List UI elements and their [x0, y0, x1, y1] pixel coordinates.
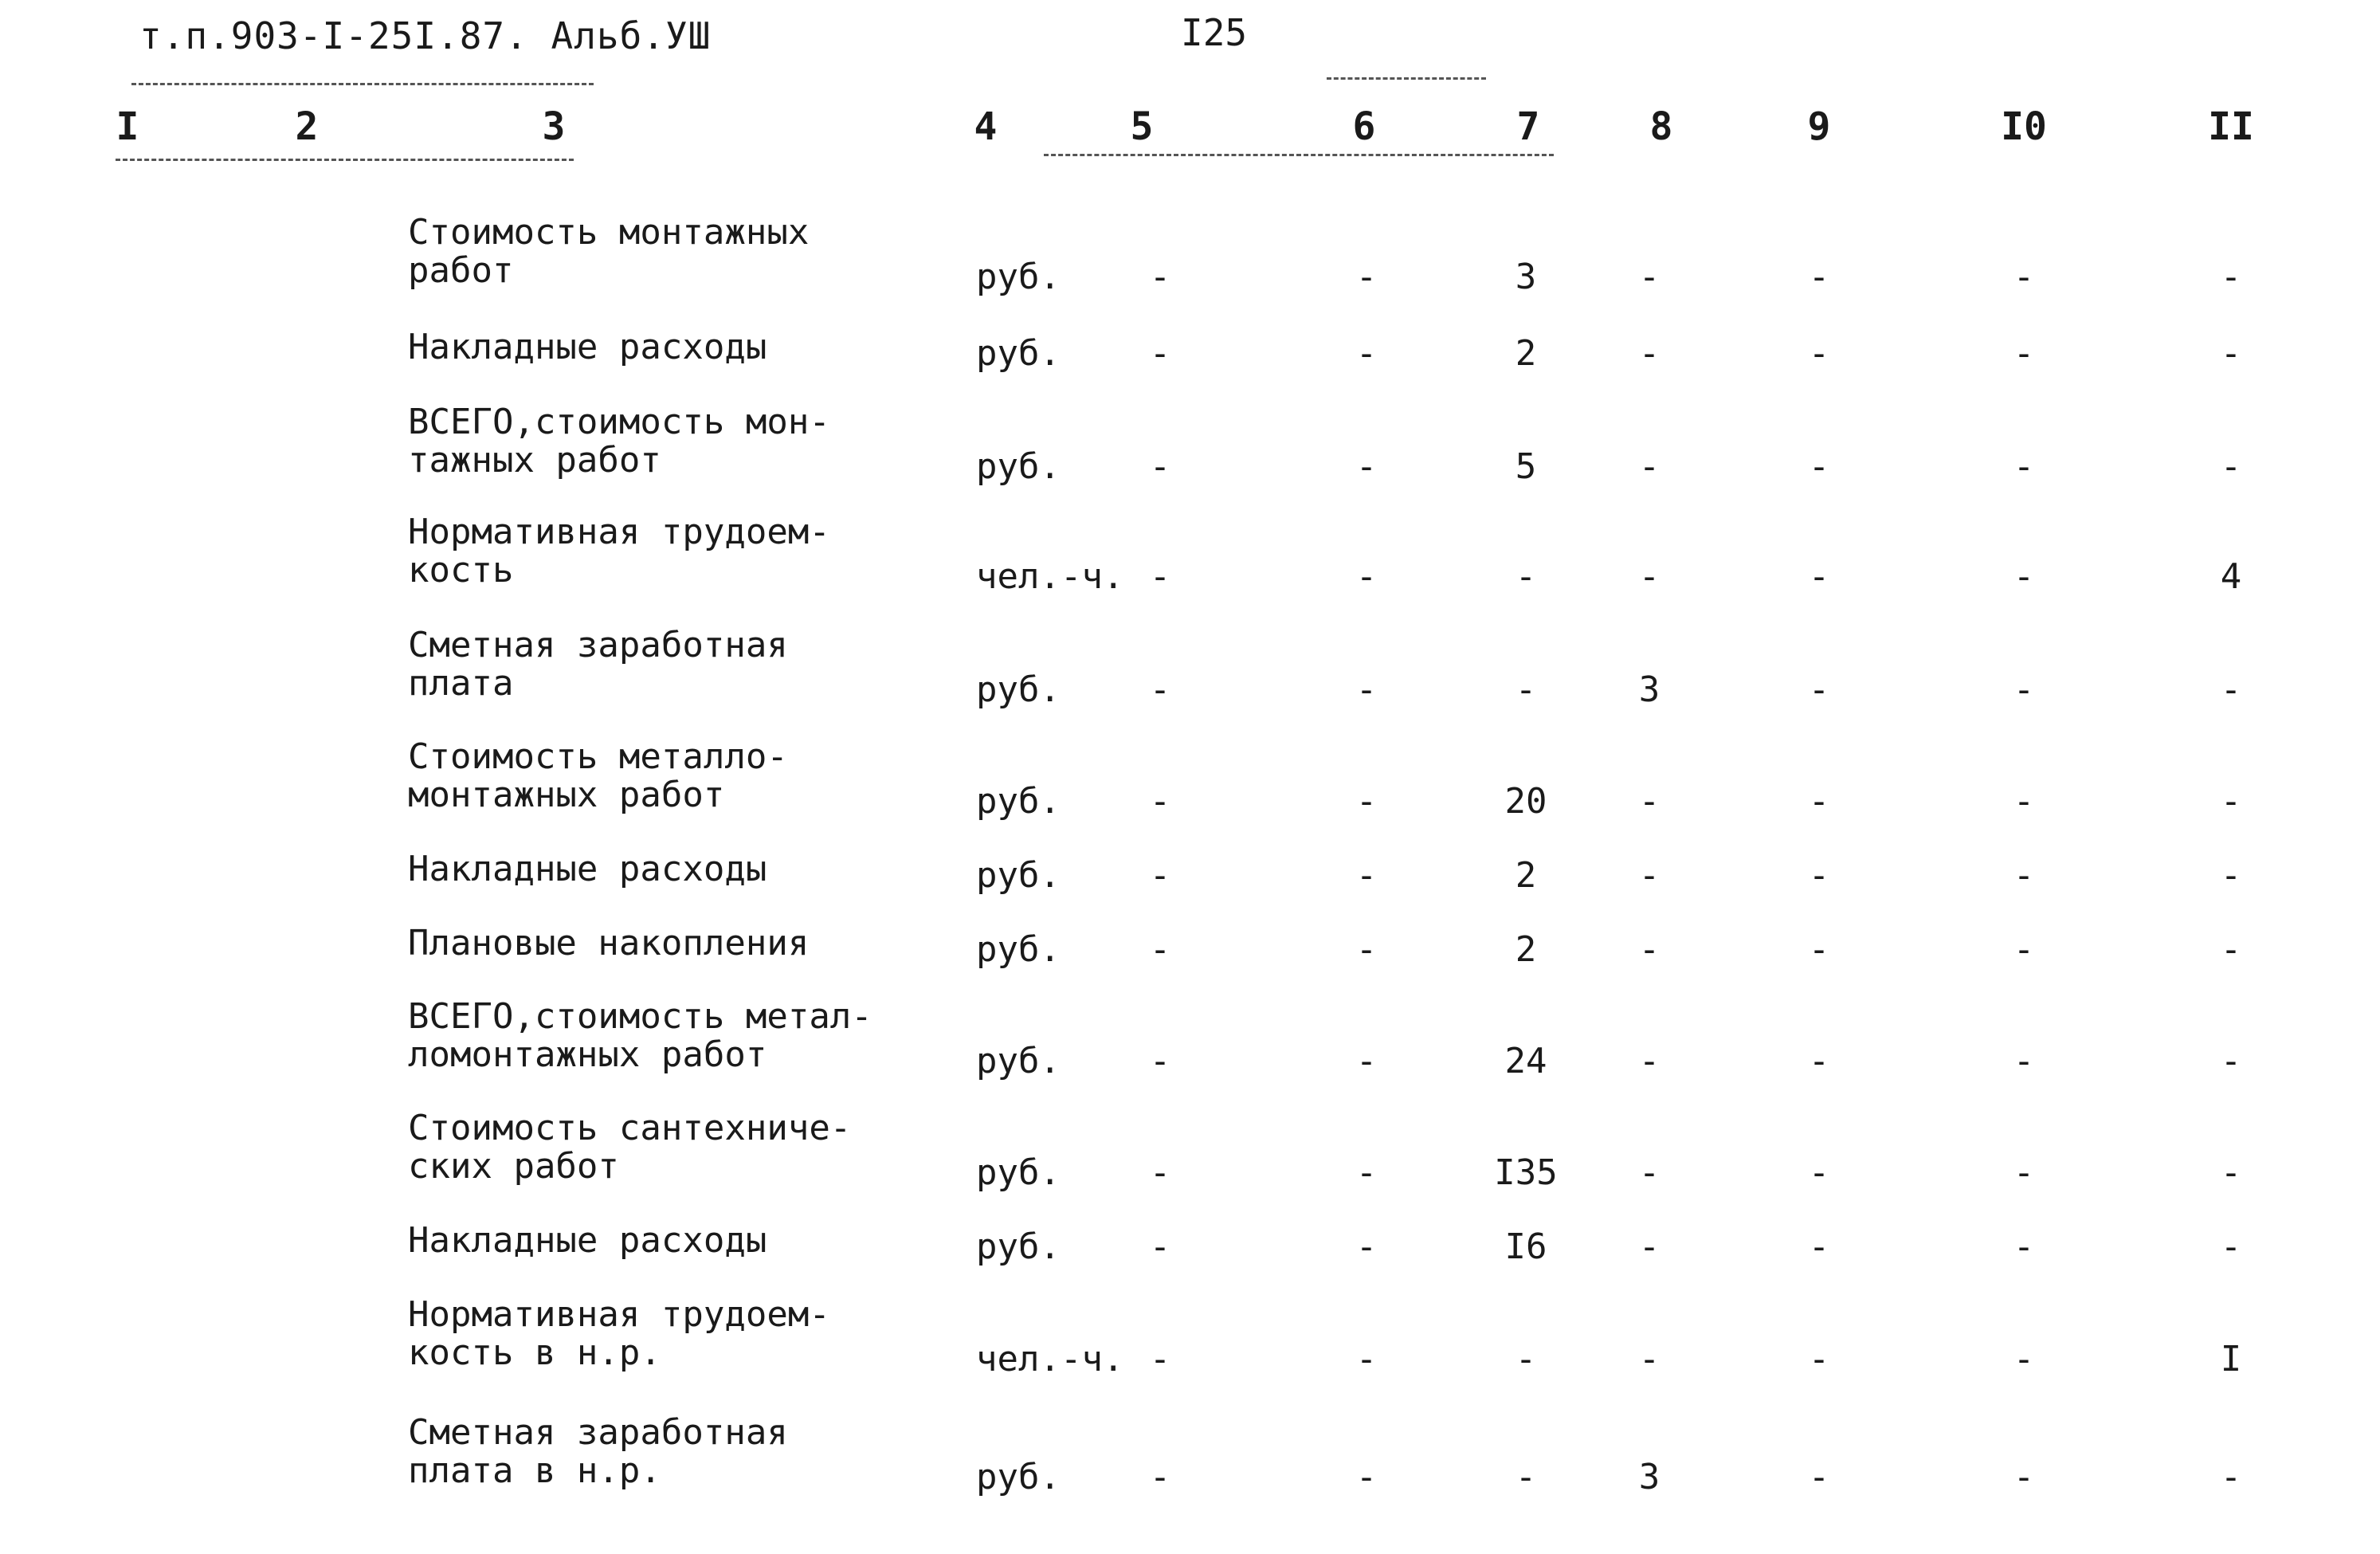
item-name-line1: Сметная заработная — [408, 625, 788, 665]
document-reference: т.п.903-I-25I.87. Альб.УШ — [139, 14, 712, 57]
value-cell-c6: - — [1355, 929, 1378, 970]
item-name-line2: кость в н.р. — [408, 1332, 661, 1373]
item-name-line2: ских работ — [408, 1146, 619, 1187]
value-cell-c8: - — [1638, 1339, 1661, 1379]
value-cell-c5: - — [1149, 669, 1171, 710]
column-number: 5 — [1130, 104, 1154, 149]
unit-cell: руб. — [976, 855, 1061, 896]
value-cell-c9: - — [1808, 556, 1830, 597]
value-cell-c8: - — [1638, 446, 1661, 487]
value-cell-c10: - — [2013, 333, 2035, 374]
value-cell-c7: - — [1515, 1339, 1537, 1379]
value-cell-c10: - — [2013, 1152, 2035, 1193]
value-cell-c10: - — [2013, 1226, 2035, 1267]
item-name-line1: Накладные расходы — [408, 1220, 767, 1261]
column-number: II — [2208, 104, 2254, 149]
value-cell-c8: - — [1638, 855, 1661, 896]
value-cell-c10: - — [2013, 1339, 2035, 1379]
value-cell-c11: - — [2220, 1152, 2242, 1193]
value-cell-c10: - — [2013, 556, 2035, 597]
value-cell-c8: 3 — [1638, 669, 1661, 710]
value-cell-c7: 24 — [1504, 1041, 1547, 1081]
value-cell-c9: - — [1808, 929, 1830, 970]
value-cell-c10: - — [2013, 855, 2035, 896]
value-cell-c11: - — [2220, 1041, 2242, 1081]
value-cell-c5: - — [1149, 1339, 1171, 1379]
value-cell-c9: - — [1808, 1339, 1830, 1379]
value-cell-c7: 3 — [1515, 257, 1537, 297]
value-cell-c5: - — [1149, 855, 1171, 896]
value-cell-c6: - — [1355, 1339, 1378, 1379]
value-cell-c5: - — [1149, 781, 1171, 822]
value-cell-c6: - — [1355, 669, 1378, 710]
value-cell-c5: - — [1149, 333, 1171, 374]
value-cell-c11: - — [2220, 257, 2242, 297]
item-name-line2: кость — [408, 550, 514, 591]
column-number: 4 — [974, 104, 998, 149]
value-cell-c6: - — [1355, 1152, 1378, 1193]
value-cell-c9: - — [1808, 781, 1830, 822]
item-name-line2: тажных работ — [408, 440, 661, 481]
item-name-line1: Плановые накопления — [408, 923, 810, 963]
value-cell-c7: 2 — [1515, 333, 1537, 374]
value-cell-c6: - — [1355, 556, 1378, 597]
value-cell-c7: 2 — [1515, 855, 1537, 896]
value-cell-c10: - — [2013, 1457, 2035, 1497]
value-cell-c8: - — [1638, 333, 1661, 374]
value-cell-c5: - — [1149, 257, 1171, 297]
unit-cell: чел.-ч. — [976, 556, 1124, 597]
unit-cell: руб. — [976, 669, 1061, 710]
value-cell-c8: - — [1638, 1041, 1661, 1081]
column-number: 3 — [542, 104, 566, 149]
value-cell-c11: - — [2220, 855, 2242, 896]
value-cell-c5: - — [1149, 446, 1171, 487]
value-cell-c7: I6 — [1504, 1226, 1547, 1267]
value-cell-c7: - — [1515, 669, 1537, 710]
item-name-line1: Накладные расходы — [408, 327, 767, 367]
value-cell-c10: - — [2013, 929, 2035, 970]
value-cell-c8: 3 — [1638, 1457, 1661, 1497]
value-cell-c8: - — [1638, 257, 1661, 297]
value-cell-c11: I — [2220, 1339, 2242, 1379]
item-name-line1: ВСЕГО,стоимость метал- — [408, 996, 872, 1037]
value-cell-c9: - — [1808, 1152, 1830, 1193]
value-cell-c11: - — [2220, 1226, 2242, 1267]
item-name-line1: Нормативная трудоем- — [408, 1294, 830, 1335]
value-cell-c7: I35 — [1494, 1152, 1558, 1193]
value-cell-c9: - — [1808, 1226, 1830, 1267]
value-cell-c6: - — [1355, 1226, 1378, 1267]
item-name-line1: Стоимость монтажных — [408, 212, 810, 253]
value-cell-c6: - — [1355, 446, 1378, 487]
value-cell-c6: - — [1355, 257, 1378, 297]
value-cell-c9: - — [1808, 1457, 1830, 1497]
column-number: I — [116, 104, 139, 149]
value-cell-c10: - — [2013, 781, 2035, 822]
unit-cell: руб. — [976, 929, 1061, 970]
value-cell-c5: - — [1149, 1152, 1171, 1193]
column-number: 8 — [1649, 104, 1673, 149]
unit-cell: руб. — [976, 1226, 1061, 1267]
value-cell-c9: - — [1808, 446, 1830, 487]
value-cell-c11: - — [2220, 1457, 2242, 1497]
value-cell-c8: - — [1638, 1152, 1661, 1193]
value-cell-c6: - — [1355, 333, 1378, 374]
value-cell-c7: 2 — [1515, 929, 1537, 970]
value-cell-c7: 20 — [1504, 781, 1547, 822]
item-name-line1: ВСЕГО,стоимость мон- — [408, 402, 830, 442]
value-cell-c5: - — [1149, 929, 1171, 970]
value-cell-c6: - — [1355, 855, 1378, 896]
value-cell-c8: - — [1638, 781, 1661, 822]
unit-cell: руб. — [976, 446, 1061, 487]
unit-cell: руб. — [976, 1152, 1061, 1193]
unit-cell: руб. — [976, 333, 1061, 374]
value-cell-c9: - — [1808, 333, 1830, 374]
value-cell-c11: 4 — [2220, 556, 2242, 597]
value-cell-c10: - — [2013, 446, 2035, 487]
item-name-line1: Сметная заработная — [408, 1412, 788, 1453]
column-number: 9 — [1807, 104, 1831, 149]
value-cell-c9: - — [1808, 669, 1830, 710]
value-cell-c11: - — [2220, 446, 2242, 487]
item-name-line2: работ — [408, 250, 514, 291]
value-cell-c6: - — [1355, 1457, 1378, 1497]
item-name-line2: ломонтажных работ — [408, 1034, 767, 1075]
value-cell-c5: - — [1149, 1226, 1171, 1267]
value-cell-c11: - — [2220, 781, 2242, 822]
header-underline — [131, 83, 594, 85]
unit-cell: руб. — [976, 781, 1061, 822]
column-number: I0 — [2001, 104, 2047, 149]
unit-cell: чел.-ч. — [976, 1339, 1124, 1379]
item-name-line2: плата в н.р. — [408, 1450, 661, 1491]
value-cell-c9: - — [1808, 855, 1830, 896]
value-cell-c10: - — [2013, 257, 2035, 297]
item-name-line2: монтажных работ — [408, 775, 725, 815]
value-cell-c7: 5 — [1515, 446, 1537, 487]
value-cell-c7: - — [1515, 556, 1537, 597]
page-number: I25 — [1181, 11, 1248, 54]
value-cell-c8: - — [1638, 929, 1661, 970]
value-cell-c11: - — [2220, 929, 2242, 970]
value-cell-c10: - — [2013, 669, 2035, 710]
value-cell-c10: - — [2013, 1041, 2035, 1081]
unit-cell: руб. — [976, 1041, 1061, 1081]
unit-cell: руб. — [976, 1457, 1061, 1497]
value-cell-c6: - — [1355, 781, 1378, 822]
header-underline-short — [1327, 77, 1486, 80]
item-name-line2: плата — [408, 663, 514, 704]
column-header-rule-left — [116, 159, 574, 161]
column-header-rule-right — [1044, 154, 1554, 156]
value-cell-c8: - — [1638, 1226, 1661, 1267]
unit-cell: руб. — [976, 257, 1061, 297]
value-cell-c5: - — [1149, 1041, 1171, 1081]
value-cell-c5: - — [1149, 1457, 1171, 1497]
item-name-line1: Стоимость сантехниче- — [408, 1108, 852, 1148]
value-cell-c5: - — [1149, 556, 1171, 597]
item-name-line1: Нормативная трудоем- — [408, 512, 830, 552]
value-cell-c7: - — [1515, 1457, 1537, 1497]
column-number: 6 — [1352, 104, 1376, 149]
value-cell-c8: - — [1638, 556, 1661, 597]
value-cell-c9: - — [1808, 257, 1830, 297]
value-cell-c11: - — [2220, 669, 2242, 710]
value-cell-c9: - — [1808, 1041, 1830, 1081]
column-number: 2 — [295, 104, 319, 149]
value-cell-c6: - — [1355, 1041, 1378, 1081]
item-name-line1: Накладные расходы — [408, 849, 767, 889]
column-number: 7 — [1516, 104, 1540, 149]
item-name-line1: Стоимость металло- — [408, 736, 788, 777]
value-cell-c11: - — [2220, 333, 2242, 374]
